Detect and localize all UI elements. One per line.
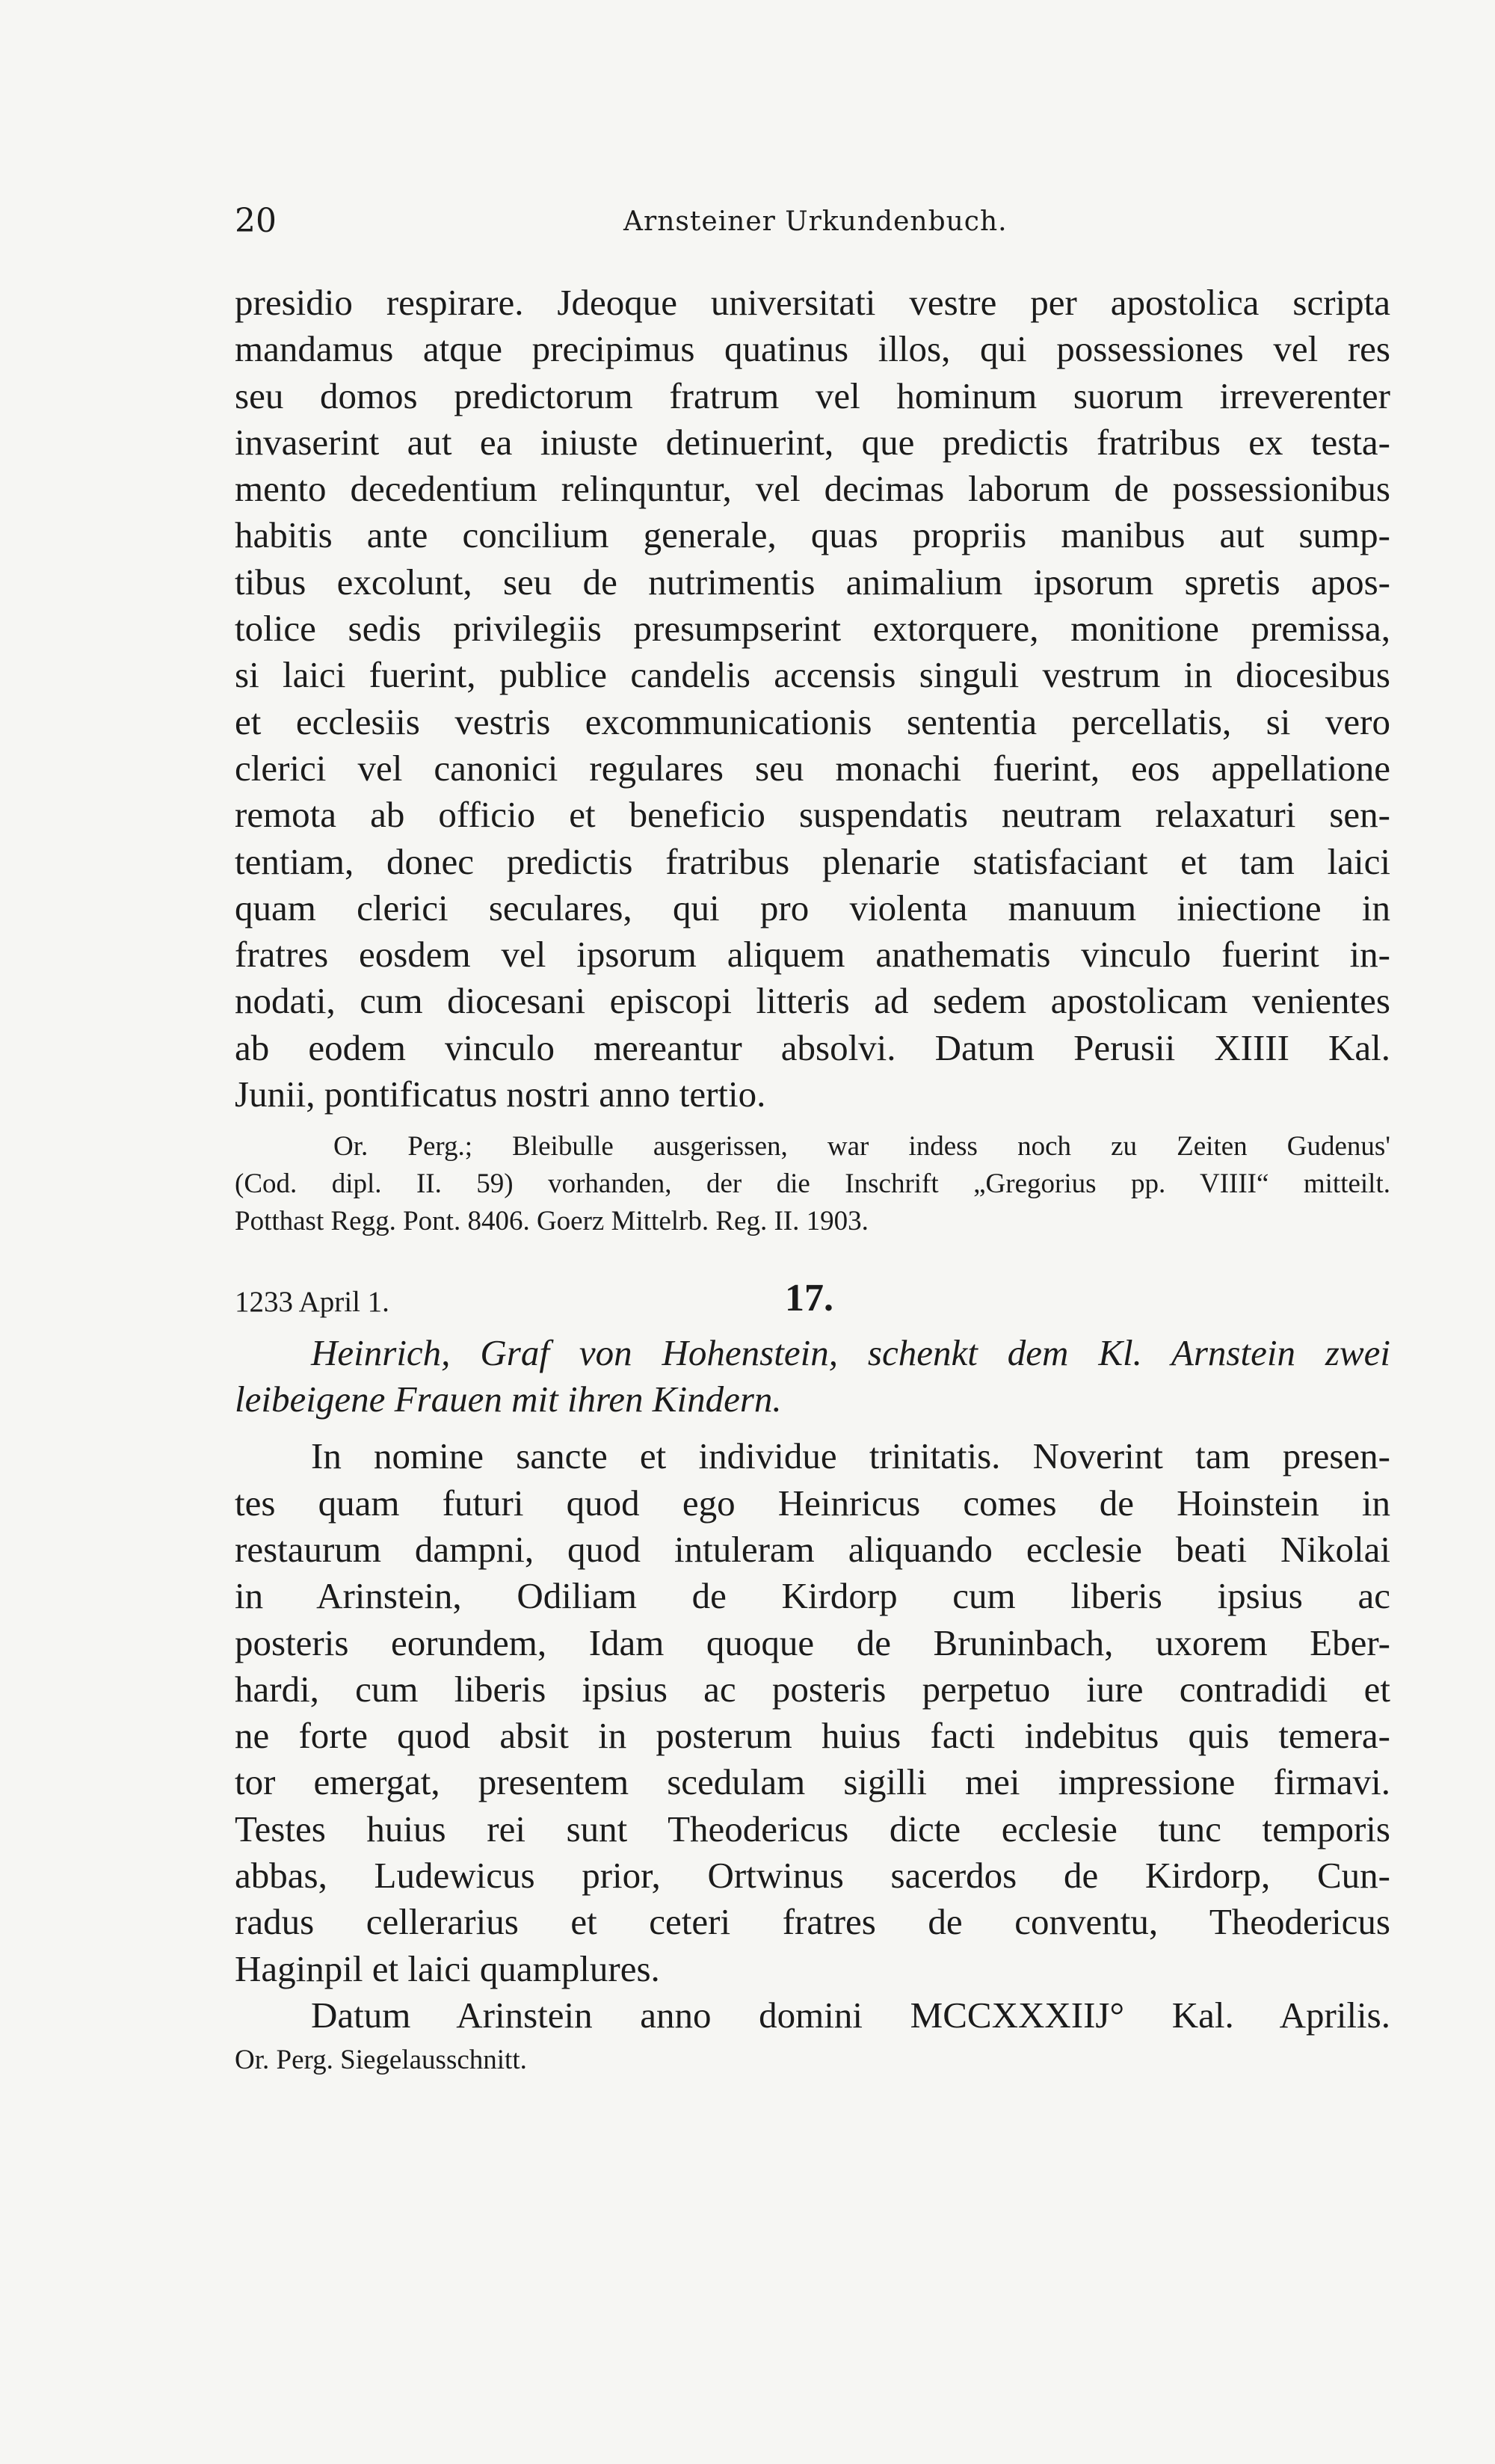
document-date: 1233 April 1. [235, 1286, 389, 1319]
document-17-text [235, 1433, 1390, 2039]
text-line: mandamus atque precipimus quatinus illos, qui possessiones vel res [235, 328, 1390, 370]
text-line: Haginpil et laici quamplures. [235, 1947, 660, 1989]
document-16-source-note [235, 1128, 1390, 1240]
text-line: posteris eorundem, Idam quoque de Bruninbach, uxorem Eber- [235, 1621, 1390, 1663]
text-line: tibus excolunt, seu de nutrimentis animalium ipsorum spretis apos- [235, 561, 1390, 603]
text-line: Junii, pontificatus nostri anno tertio. [235, 1074, 766, 1115]
text-line: seu domos predictorum fratrum vel hominum suorum irreverenter [235, 375, 1390, 416]
text-line: ab eodem vinculo mereantur absolvi. Datum Perusii XIIII Kal. [235, 1026, 1390, 1068]
text-line: ne forte quod absit in posterum huius facti indebitus quis temera- [235, 1715, 1390, 1757]
book-page [235, 196, 1390, 2079]
document-17-regest [235, 1330, 1390, 1423]
document-17-heading [235, 1276, 1390, 1327]
text-line: tolice sedis privilegiis presumpserint extorquere, monitione premissa, [235, 608, 1390, 650]
note-line: Or. Perg. Siegelausschnitt. [235, 2045, 527, 2076]
text-line: abbas, Ludewicus prior, Ortwinus sacerdos de Kirdorp, Cun- [235, 1855, 1390, 1897]
text-line: remota ab officio et beneficio suspendatis neutram relaxaturi sen- [235, 794, 1390, 836]
document-number: 17. [785, 1277, 833, 1320]
regest-line: Heinrich, Graf von Hohenstein, schenkt dem Kl. Arnstein zwei [311, 1332, 1390, 1374]
text-line: habitis ante concilium generale, quas propriis manibus aut sump- [235, 514, 1390, 556]
text-line: mento decedentium relinquntur, vel decimas laborum de possessionibus [235, 468, 1390, 510]
page-header [235, 196, 1390, 241]
text-line: quam clerici seculares, qui pro violenta manuum iniectione in [235, 887, 1390, 928]
text-line: Datum Arinstein anno domini MCCXXXIIJ° Kal. Aprilis. [311, 1994, 1390, 2036]
text-line: in Arinstein, Odiliam de Kirdorp cum liberis ipsius ac [235, 1575, 1390, 1617]
text-line: presidio respirare. Jdeoque universitati vestre per apostolica scripta [235, 282, 1390, 323]
page-number: 20 [235, 202, 277, 240]
text-line: tes quam futuri quod ego Heinricus comes de Hoinstein in [235, 1482, 1390, 1524]
text-line: hardi, cum liberis ipsius ac posteris perpetuo iure contradidi et [235, 1668, 1390, 1710]
regest-line: leibeigene Frauen mit ihren Kindern. [235, 1379, 782, 1420]
text-line: fratres eosdem vel ipsorum aliquem anathematis vinculo fuerint in- [235, 934, 1390, 976]
text-line: tentiam, donec predictis fratribus plenarie statisfaciant et tam laici [235, 840, 1390, 882]
text-line: In nomine sancte et individue trinitatis. Noverint tam presen- [311, 1435, 1390, 1477]
text-line: tor emergat, presentem scedulam sigilli mei impressione firmavi. [235, 1761, 1390, 1803]
note-line: Potthast Regg. Pont. 8406. Goerz Mittelrb. Reg. II. 1903. [235, 1206, 869, 1237]
text-line: nodati, cum diocesani episcopi litteris ad sedem apostolicam venientes [235, 980, 1390, 1022]
text-line: radus cellerarius et ceteri fratres de conventu, Theodericus [235, 1901, 1390, 1943]
document-17-source-note [235, 2042, 1390, 2079]
text-line: si laici fuerint, publice candelis accensis singuli vestrum in diocesibus [235, 654, 1390, 696]
running-title: Arnsteiner Urkundenbuch. [623, 206, 1008, 237]
text-line: clerici vel canonici regulares seu monachi fuerint, eos appellatione [235, 747, 1390, 789]
note-line: Or. Perg.; Bleibulle ausgerissen, war indess noch zu Zeiten Gudenus' [333, 1131, 1390, 1162]
document-16-text [235, 280, 1390, 1118]
note-line: (Cod. dipl. II. 59) vorhanden, der die Inschrift „Gregorius pp. VIIII“ mitteilt. [235, 1168, 1390, 1200]
text-line: Testes huius rei sunt Theodericus dicte ecclesie tunc temporis [235, 1808, 1390, 1849]
text-line: invaserint aut ea iniuste detinuerint, que predictis fratribus ex testa- [235, 421, 1390, 463]
text-line: restaurum dampni, quod intuleram aliquando ecclesie beati Nikolai [235, 1528, 1390, 1570]
text-line: et ecclesiis vestris excommunicationis sententia percellatis, si vero [235, 700, 1390, 742]
